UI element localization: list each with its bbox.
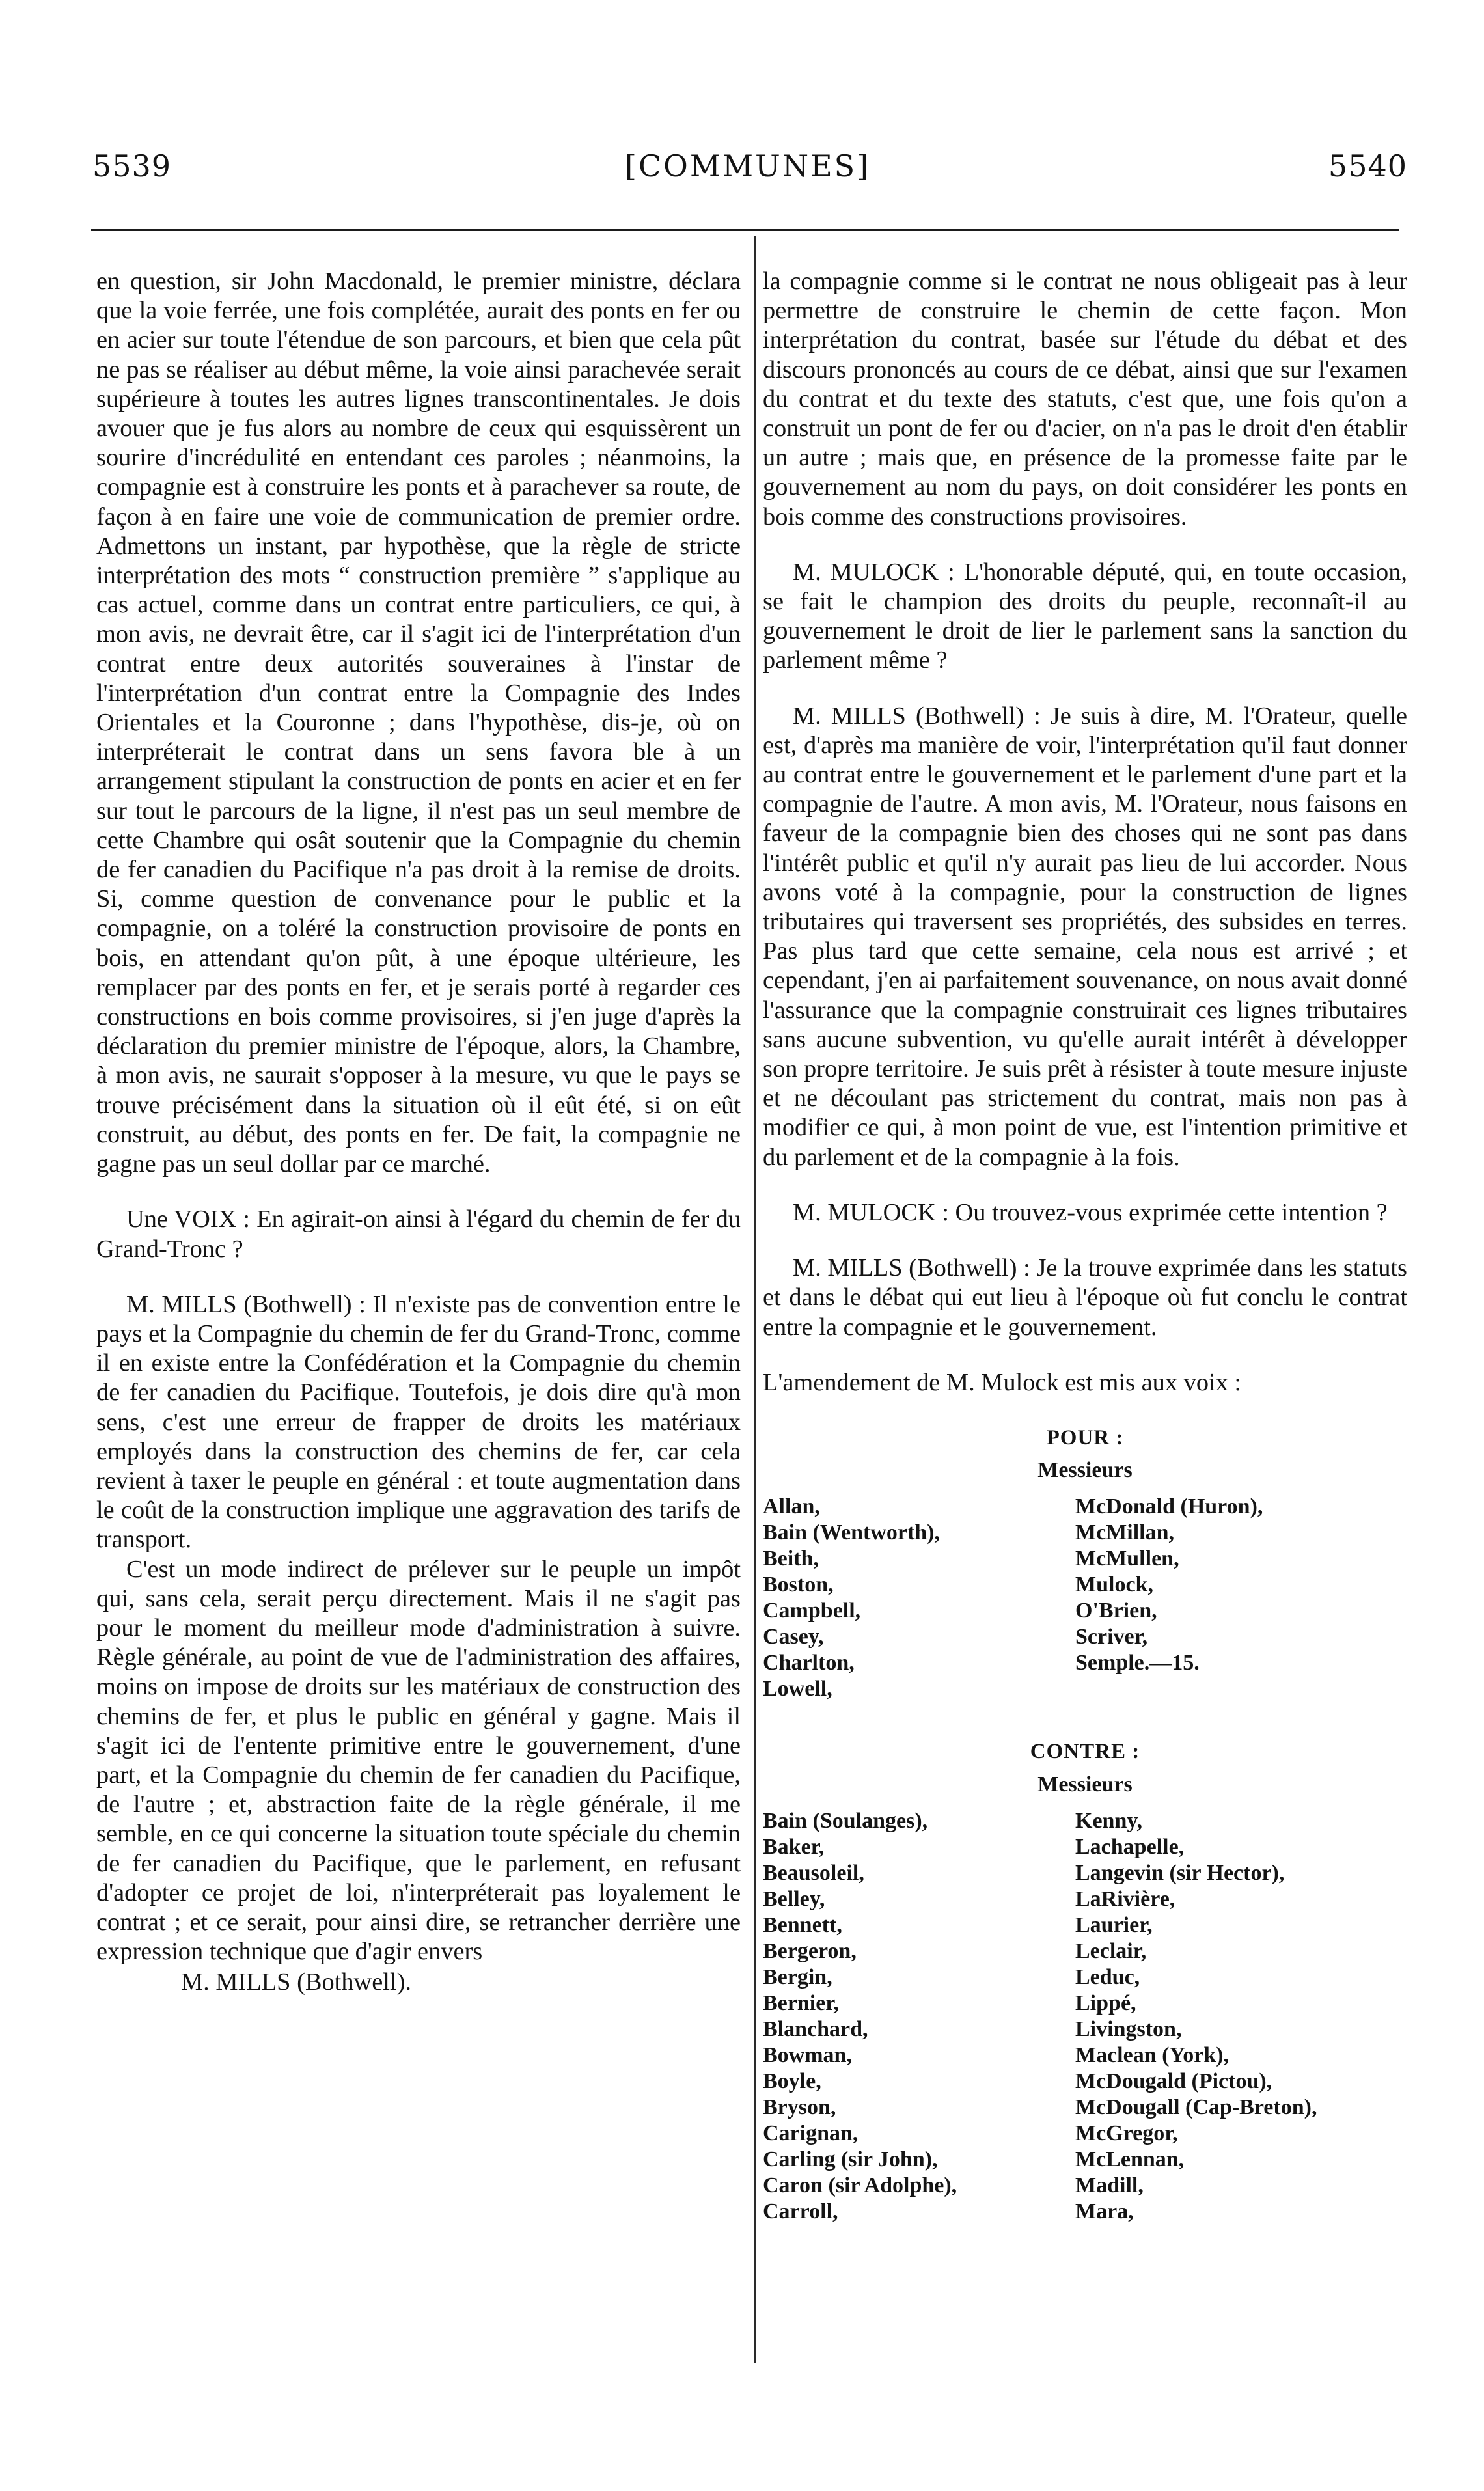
- voter-name: Bain (Wentworth),: [763, 1521, 940, 1545]
- amendment-vote-line: L'amendement de M. Mulock est mis aux voix :: [763, 1368, 1242, 1396]
- voter-name: Bernier,: [763, 1990, 839, 2015]
- paragraph-mulock-1: M. MULOCK : L'honorable député, qui, en toute occasion, se fait le champion des droits du peuple, reconnaît-il au gouvernement le droit de lier le parlement sans la sanction du parlement même ?: [763, 558, 1407, 674]
- vote-pour-col2: [1075, 1494, 1401, 1702]
- paragraph-mills-3: M. MILLS (Bothwell) : Je suis à dire, M. l'Orateur, quelle est, d'après ma manière de voir, l'interprétation qu'il faut donner au contrat entre le gouvernement et le parlement d'une part et la compagnie de l'autre. A mon avis, M. l'Orateur, nous faisons en faveur de la compagnie bien des choses qui ne sont pas dans l'intérêt public et qu'il n'y aurait pas lieu de lui accorder. Nous avons voté à la compagnie, pour la construction de lignes tributaires qui traversent ses propriétés, des subsides en terres. Pas plus tard que cette semaine, cela nous est arrivé ; et cependant, j'en ai parfaitement souvenance, on nous avait donné l'assurance que la compagnie construirait ces lignes tributaires sans aucune subvention, vu qu'elle aurait intérêt à développer son propre territoire. Je suis prêt à résister à toute mesure injuste et ne découlant pas strictement du contrat, mais non pas à modifier ce qui, à mon point de vue, est l'intention primitive et du parlement et de la compagnie à la fois.: [763, 702, 1407, 1171]
- paragraph-mills-4: M. MILLS (Bothwell) : Je la trouve exprimée dans les statuts et dans le débat qui eut lieu à l'époque où fut conclu le contrat entre la compagnie et le gouvernement.: [763, 1254, 1407, 1341]
- voter-name: McDougald (Pictou),: [1075, 2069, 1272, 2093]
- voter-name: Carling (sir John),: [763, 2147, 938, 2171]
- voter-name: Boyle,: [763, 2069, 821, 2093]
- voter-name: LaRivière,: [1075, 1886, 1175, 1911]
- voter-name: Madill,: [1075, 2173, 1144, 2197]
- voter-name: Allan,: [763, 1494, 820, 1519]
- voter-name: Lowell,: [763, 1677, 832, 1701]
- column-divider: [754, 236, 756, 2363]
- left-column: [96, 267, 741, 1998]
- voter-name: Bergeron,: [763, 1938, 857, 1963]
- voter-name: Beith,: [763, 1547, 819, 1571]
- voter-name: McGregor,: [1075, 2121, 1178, 2145]
- voter-name: Maclean (York),: [1075, 2043, 1230, 2067]
- voter-name: McMullen,: [1075, 1547, 1179, 1571]
- voter-name: Bryson,: [763, 2095, 836, 2119]
- paragraph-voice: Une VOIX : En agirait-on ainsi à l'égard du chemin de fer du Grand-Tronc ?: [96, 1205, 741, 1263]
- vote-contre-heading: CONTRE :: [1030, 1740, 1140, 1764]
- vote-pour-subheading: Messieurs: [1037, 1458, 1133, 1483]
- voter-name: Lachapelle,: [1075, 1834, 1185, 1859]
- paragraph-continuation-right: la compagnie comme si le contrat ne nous obligeait pas à leur permettre de construire le chemin de cette façon. Mon interprétation du contrat, basée sur l'étude du débat et des discours prononcés au cours de ce débat, ainsi que sur l'examen du contrat et du texte des statuts, c'est que, une fois qu'on a construit un pont de fer ou d'acier, on n'a pas le droit d'en établir un autre ; mais que, en présence de la promesse faite par le gouvernement au nom du pays, on doit considérer les ponts en bois comme des constructions provisoires.: [763, 268, 1407, 530]
- voter-name: Livingston,: [1075, 2016, 1182, 2041]
- voter-name: McLennan,: [1075, 2147, 1185, 2171]
- vote-pour-col1: [763, 1494, 1075, 1702]
- voter-name: McMillan,: [1075, 1521, 1175, 1545]
- voter-name: Leduc,: [1075, 1964, 1140, 1989]
- voter-name: Semple.—15.: [1075, 1651, 1200, 1675]
- voter-name: Bowman,: [763, 2043, 852, 2067]
- voter-name: O'Brien,: [1075, 1599, 1157, 1623]
- page-number-left: 5539: [92, 148, 172, 184]
- voter-name: Boston,: [763, 1573, 834, 1597]
- voter-name: Blanchard,: [763, 2016, 868, 2041]
- voter-name: McDonald (Huron),: [1075, 1494, 1263, 1519]
- right-column: [763, 267, 1407, 2225]
- vote-contre-subheading: Messieurs: [1037, 1772, 1133, 1796]
- voter-name: Bennett,: [763, 1912, 842, 1937]
- voter-name: Caron (sir Adolphe),: [763, 2173, 957, 2197]
- voter-name: Laurier,: [1075, 1912, 1153, 1937]
- voter-name: Mara,: [1075, 2199, 1134, 2223]
- vote-contre-col1: [763, 1808, 1075, 2225]
- vote-contre-list: [763, 1808, 1407, 2225]
- vote-pour-heading: POUR :: [1046, 1425, 1124, 1450]
- voter-name: Mulock,: [1075, 1573, 1153, 1597]
- header-rule-thick: [91, 229, 1399, 231]
- voter-name: Scriver,: [1075, 1625, 1148, 1649]
- paragraph-continuation: en question, sir John Macdonald, le premier ministre, déclara que la voie ferrée, une fois complétée, aurait des ponts en fer ou en acier sur toute l'étendue de son parcours, et bien que cela pût ne pas se réaliser au début même, la voie ainsi parachevée serait supérieure à toutes les autres lignes transcontinentales. Je dois avouer que je fus alors au nombre de ceux qui esquissèrent un sourire d'incrédulité en entendant ces paroles ; néanmoins, la compagnie est à construire les ponts et à parachever sa route, de façon à en faire une voie de communication de premier ordre. Admettons un instant, par hypothèse, que la règle de stricte interprétation des mots “ construction première ” s'applique au cas actuel, comme dans un contrat entre particuliers, ce qui, à mon avis, ne devrait être, car il s'agit ici de l'interprétation d'un contrat entre deux autorités souveraines à l'instar de l'interprétation d'un contrat entre la Compagnie des Indes Orientales et la Couronne ; dans l'hypothèse, dis-je, où on interpréterait le contrat dans un sens favora ble à un arrangement stipulant la construction de ponts en acier et en fer sur tout le parcours de la ligne, il n'est pas un seul membre de cette Chambre qui osât soutenir que la Compagnie du chemin de fer canadien du Pacifique n'a pas droit à la remise de droits. Si, comme question de convenance pour le public et la compagnie, on a toléré la construction provisoire de ponts en bois, en attendant qu'on pût, à une époque ultérieure, les remplacer par des ponts en fer, et je serais porté à regarder ces constructions en bois comme provisoires, si j'en juge d'après la déclaration du premier ministre de l'époque, alors, la Chambre, à mon avis, ne saurait s'opposer à la mesure, vu que le pays se trouve précisément dans la situation où il eût été, si on eût construit, au début, des ponts en fer. De fait, la compagnie ne gagne pas un seul dollar par ce marché.: [96, 268, 741, 1178]
- voter-name: Carroll,: [763, 2199, 838, 2223]
- voter-name: Beausoleil,: [763, 1860, 864, 1885]
- voter-name: Kenny,: [1075, 1808, 1142, 1833]
- voter-name: Charlton,: [763, 1651, 855, 1675]
- running-speaker-signature: M. MILLS (Bothwell).: [181, 1968, 412, 1996]
- paragraph-mills-1: M. MILLS (Bothwell) : Il n'existe pas de convention entre le pays et la Compagnie du chemin de fer du Grand-Tronc, comme il en existe entre la Confédération et la Compagnie du chemin de fer canadien du Pacifique. Toutefois, je dois dire qu'à mon sens, c'est une erreur de frapper de droits les matériaux employés dans la construction des chemins de fer, car cela revient à taxer le peuple en général : et toute augmentation dans le coût de la construction implique une aggravation des tarifs de transport.: [96, 1290, 741, 1554]
- voter-name: Leclair,: [1075, 1938, 1147, 1963]
- voter-name: Lippé,: [1075, 1990, 1136, 2015]
- paragraph-mulock-2: M. MULOCK : Ou trouvez-vous exprimée cette intention ?: [793, 1198, 1388, 1226]
- vote-contre-col2: [1075, 1808, 1401, 2225]
- voter-name: Bergin,: [763, 1964, 832, 1989]
- running-title: [COMMUNES]: [625, 148, 871, 184]
- voter-name: Langevin (sir Hector),: [1075, 1860, 1285, 1885]
- voter-name: Carignan,: [763, 2121, 859, 2145]
- paragraph-mills-2: C'est un mode indirect de prélever sur le peuple un impôt qui, sans cela, serait perçu directement. Mais il ne s'agit pas pour le moment du meilleur mode d'administration à suivre. Règle générale, au point de vue de l'administration des affaires, moins on impose de droits sur les matériaux de construction des chemins de fer, et plus le public en général y gagne. Mais il s'agit ici de l'entente primitive entre le gouvernement, d'une part, et la Compagnie du chemin de fer canadien du Pacifique, de l'autre ; et, abstraction faite de la règle générale, il me semble, en ce qui concerne la situation toute spéciale du chemin de fer canadien du Pacifique, que le parlement, en refusant d'adopter ce projet de loi, n'interpréterait pas loyalement le contrat ; et ce serait, pour ainsi dire, se retrancher derrière une expression technique que d'agir envers: [96, 1555, 741, 1966]
- voter-name: Baker,: [763, 1834, 825, 1859]
- voter-name: McDougall (Cap-Breton),: [1075, 2095, 1317, 2119]
- vote-spacer: [763, 1702, 1407, 1728]
- page-number-right: 5540: [1328, 148, 1407, 184]
- voter-name: Casey,: [763, 1625, 824, 1649]
- vote-pour-list: [763, 1494, 1407, 1702]
- voter-name: Campbell,: [763, 1599, 861, 1623]
- voter-name: Belley,: [763, 1886, 825, 1911]
- voter-name: Bain (Soulanges),: [763, 1808, 928, 1833]
